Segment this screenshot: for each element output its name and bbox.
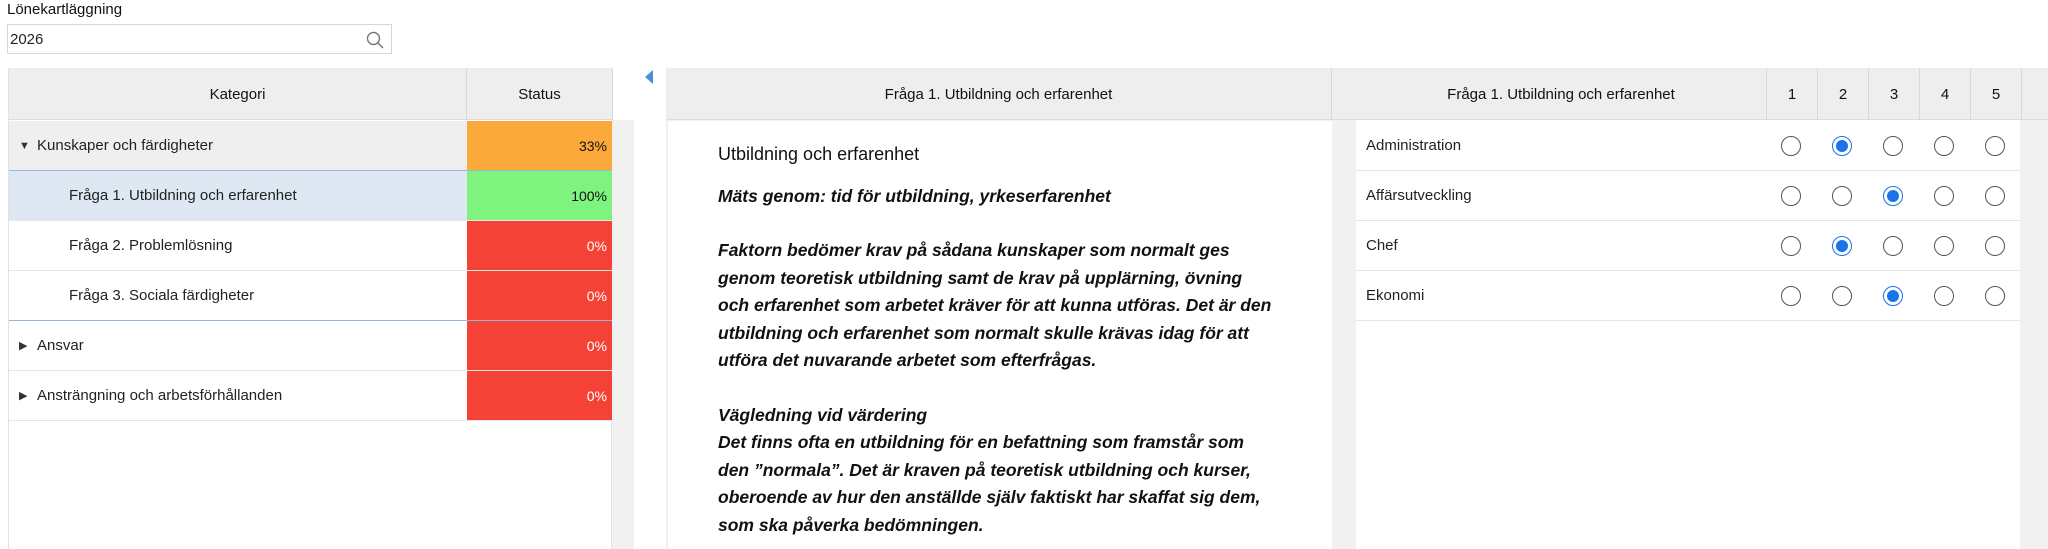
- rating-radio-4[interactable]: [1934, 136, 1954, 156]
- category-grid: [8, 68, 612, 549]
- caret-right-icon[interactable]: ▶: [19, 390, 28, 402]
- description-header: [666, 68, 1356, 120]
- factor-paragraph: Faktorn bedömer krav på sådana kunskaper som normalt ges genom teoretisk utbildning samt de krav på upplärning, övning och erfarenhet som arbetet kräver för att kunna utföras. Det är den utbildning och erfarenhet som normalt skulle krävas idag för att utföra det nuvarande arbetet som efterfrågas.: [718, 240, 1272, 370]
- rating-radio-4[interactable]: [1934, 186, 1954, 206]
- category-group-row[interactable]: [9, 321, 613, 371]
- rating-header-scale-2: 2: [1818, 68, 1869, 120]
- column-header-status[interactable]: Status: [467, 68, 613, 120]
- description-heading: Utbildning och erfarenhet: [718, 144, 920, 164]
- rating-row-name: Chef: [1366, 237, 1398, 254]
- guidance-paragraph: Det finns ofta en utbildning för en befattning som framstår som den ”normala”. Det är kraven på teoretisk utbildning och kurser, oberoende av hur den anställde själv faktiskt har skaffat sig dem, som ska påverka bedömningen.: [718, 432, 1261, 535]
- category-cell[interactable]: [9, 121, 467, 170]
- rating-header-question: Fråga 1. Utbildning och erfarenhet: [1356, 68, 1767, 120]
- status-cell: 0%: [467, 321, 613, 370]
- description-header-title: Fråga 1. Utbildning och erfarenhet: [666, 68, 1332, 120]
- rating-cell: [1766, 286, 1817, 306]
- rating-radio-1[interactable]: [1781, 286, 1801, 306]
- rating-radio-5[interactable]: [1985, 136, 2005, 156]
- caret-right-icon[interactable]: ▶: [19, 340, 28, 352]
- category-group-row[interactable]: [9, 121, 613, 171]
- rating-cell: [1766, 186, 1817, 206]
- rating-radio-1[interactable]: [1781, 236, 1801, 256]
- rating-radio-2[interactable]: [1832, 286, 1852, 306]
- rating-cell: [1969, 186, 2020, 206]
- rating-row: [1356, 221, 2020, 271]
- description-header-spacer: [1332, 68, 1356, 120]
- rating-cell: [1817, 136, 1868, 156]
- category-cell[interactable]: [9, 171, 467, 220]
- rating-row-name: Ekonomi: [1366, 287, 1425, 304]
- category-grid-header: [9, 68, 613, 120]
- status-cell: 100%: [467, 171, 613, 220]
- rating-cell: [1918, 236, 1969, 256]
- category-label: Fråga 2. Problemlösning: [69, 237, 233, 254]
- description-body: [668, 121, 1332, 549]
- question-row[interactable]: [9, 171, 613, 221]
- rating-cell: [1969, 236, 2020, 256]
- rating-cell: [1817, 236, 1868, 256]
- rating-header-spacer: [2022, 68, 2048, 120]
- rating-row: [1356, 121, 2020, 171]
- rating-cell: [1969, 136, 2020, 156]
- rating-cell: [1867, 186, 1918, 206]
- category-label: Kunskaper och färdigheter: [37, 137, 213, 154]
- rating-radio-5[interactable]: [1985, 186, 2005, 206]
- category-label: Ansträngning och arbetsförhållanden: [37, 387, 283, 404]
- category-grid-scrollbar[interactable]: [612, 120, 634, 549]
- rating-cell: [1817, 186, 1868, 206]
- rating-radio-4[interactable]: [1934, 236, 1954, 256]
- rating-radio-5[interactable]: [1985, 286, 2005, 306]
- rating-cell: [1918, 286, 1969, 306]
- rating-radio-3[interactable]: [1883, 286, 1903, 306]
- rating-row-name: Administration: [1366, 137, 1462, 154]
- rating-radio-5[interactable]: [1985, 236, 2005, 256]
- category-label: Fråga 3. Sociala färdigheter: [69, 287, 255, 304]
- rating-radio-3[interactable]: [1883, 186, 1903, 206]
- rating-row-name: Affärsutveckling: [1366, 187, 1472, 204]
- rating-grid: [1356, 68, 2048, 549]
- rating-radio-1[interactable]: [1781, 186, 1801, 206]
- rating-row: [1356, 171, 2020, 221]
- category-cell[interactable]: [9, 371, 467, 420]
- rating-grid-header: [1356, 68, 2048, 120]
- rating-radio-3[interactable]: [1883, 236, 1903, 256]
- rating-cell: [1817, 286, 1868, 306]
- rating-header-scale-1: 1: [1767, 68, 1818, 120]
- question-row[interactable]: [9, 271, 613, 321]
- description-panel: [666, 68, 1356, 549]
- rating-cell: [1867, 236, 1918, 256]
- status-cell: 0%: [467, 271, 613, 320]
- rating-cell: [1918, 136, 1969, 156]
- rating-cell: [1867, 286, 1918, 306]
- status-cell: 33%: [467, 121, 613, 170]
- rating-header-scale-5: 5: [1971, 68, 2022, 120]
- status-cell: 0%: [467, 371, 613, 420]
- collapse-panel-icon[interactable]: [645, 70, 653, 84]
- question-row[interactable]: [9, 221, 613, 271]
- year-select[interactable]: [7, 24, 392, 54]
- search-icon[interactable]: [365, 30, 385, 50]
- rating-cell: [1918, 186, 1969, 206]
- category-cell[interactable]: [9, 221, 467, 270]
- rating-cell: [1969, 286, 2020, 306]
- category-cell[interactable]: [9, 321, 467, 370]
- rating-radio-3[interactable]: [1883, 136, 1903, 156]
- guidance-title: Vägledning vid värdering: [718, 404, 928, 425]
- rating-radio-2[interactable]: [1832, 236, 1852, 256]
- rating-row: [1356, 271, 2020, 321]
- rating-radio-2[interactable]: [1832, 186, 1852, 206]
- description-content: [718, 141, 1278, 539]
- column-header-category[interactable]: Kategori: [9, 68, 467, 120]
- measured-by-text: Mäts genom: tid för utbildning, yrkeserfarenhet: [718, 185, 1111, 206]
- status-cell: 0%: [467, 221, 613, 270]
- category-label: Fråga 1. Utbildning och erfarenhet: [69, 187, 297, 204]
- rating-header-scale-3: 3: [1869, 68, 1920, 120]
- category-rows: [9, 121, 613, 421]
- category-group-row[interactable]: [9, 371, 613, 421]
- rating-header-scale-4: 4: [1920, 68, 1971, 120]
- rating-grid-scrollbar[interactable]: [2020, 120, 2048, 549]
- rating-radio-2[interactable]: [1832, 136, 1852, 156]
- app-title: Lönekartläggning: [7, 1, 123, 18]
- category-cell[interactable]: [9, 271, 467, 320]
- rating-cell: [1766, 236, 1817, 256]
- year-input[interactable]: [10, 25, 350, 53]
- rating-rows: [1356, 121, 2020, 321]
- category-label: Ansvar: [37, 337, 84, 354]
- rating-radio-4[interactable]: [1934, 286, 1954, 306]
- rating-cell: [1766, 136, 1817, 156]
- caret-down-icon[interactable]: ▼: [19, 139, 30, 152]
- rating-radio-1[interactable]: [1781, 136, 1801, 156]
- rating-cell: [1867, 136, 1918, 156]
